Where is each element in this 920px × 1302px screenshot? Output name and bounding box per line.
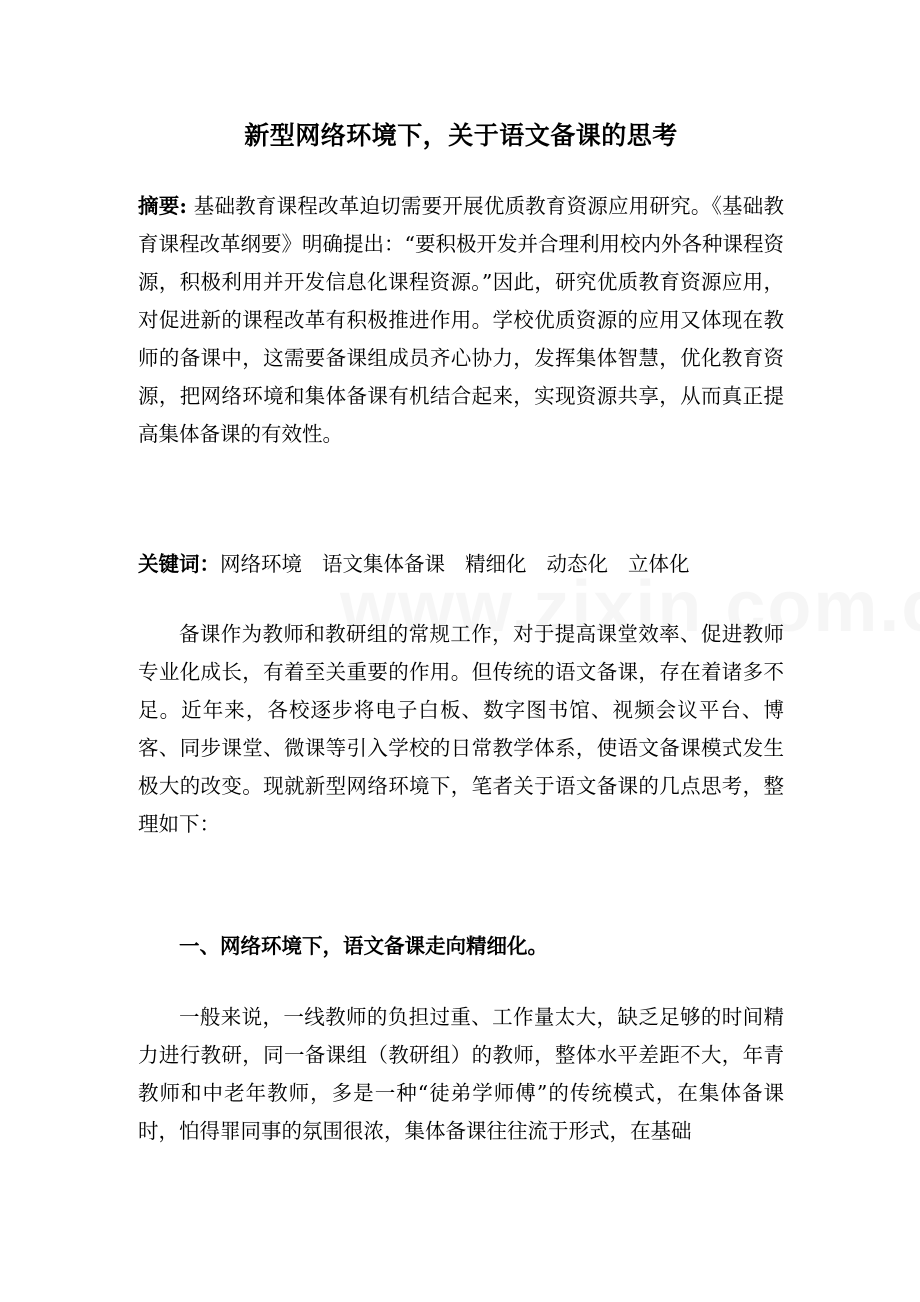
document-title: 新型网络环境下，关于语文备课的思考 <box>244 121 678 150</box>
keywords-label: 关键词： <box>138 552 220 576</box>
section-heading: 一、网络环境下，语文备课走向精细化。 <box>179 934 548 958</box>
intro-paragraph: 备课作为教师和教研组的常规工作，对于提高课堂效率、促进教师专业化成长，有着至关重要的作用。但传统的语文备课，存在着诸多不足。近年来，各校逐步将电子白板、数字图书馆、视频会议平台、博客、同步课堂、微课等引入学校的日常教学体系，使语文备课模式发生极大的改变。现就新型网络环境下，笔者关于语文备课的几点思考，整理如下： <box>138 622 784 836</box>
abstract-paragraph <box>138 187 784 453</box>
abstract-text: 基础教育课程改革迫切需要开展优质教育资源应用研究。《基础教育课程改革纲要》明确提出：“要积极开发并合理利用校内外各种课程资源，积极利用并开发信息化课程资源。”因此，研究优质教育资源应用，对促进新的课程改革有积极推进作用。学校优质资源的应用又体现在教师的备课中，这需要备课组成员齐心协力，发挥集体智慧，优化教育资源，把网络环境和集体备课有机结合起来，实现资源共享，从而真正提高集体备课的有效性。 <box>138 194 784 446</box>
keyword-item: 立体化 <box>628 552 690 576</box>
keyword-item: 精细化 <box>465 552 527 576</box>
keyword-item: 语文集体备课 <box>322 552 445 576</box>
section-body-paragraph: 一般来说，一线教师的负担过重、工作量太大，缺乏足够的时间精力进行教研，同一备课组（教研组）的教师，整体水平差距不大，年青教师和中老年教师，多是一种“徒弟学师傅”的传统模式，在集体备课时，怕得罪同事的氛围很浓，集体备课往往流于形式，在基础 <box>138 1005 784 1143</box>
keyword-item: 网络环境 <box>220 552 302 576</box>
keywords-paragraph <box>138 545 784 583</box>
abstract-label: 摘要: <box>138 194 187 218</box>
keyword-item: 动态化 <box>546 552 608 576</box>
